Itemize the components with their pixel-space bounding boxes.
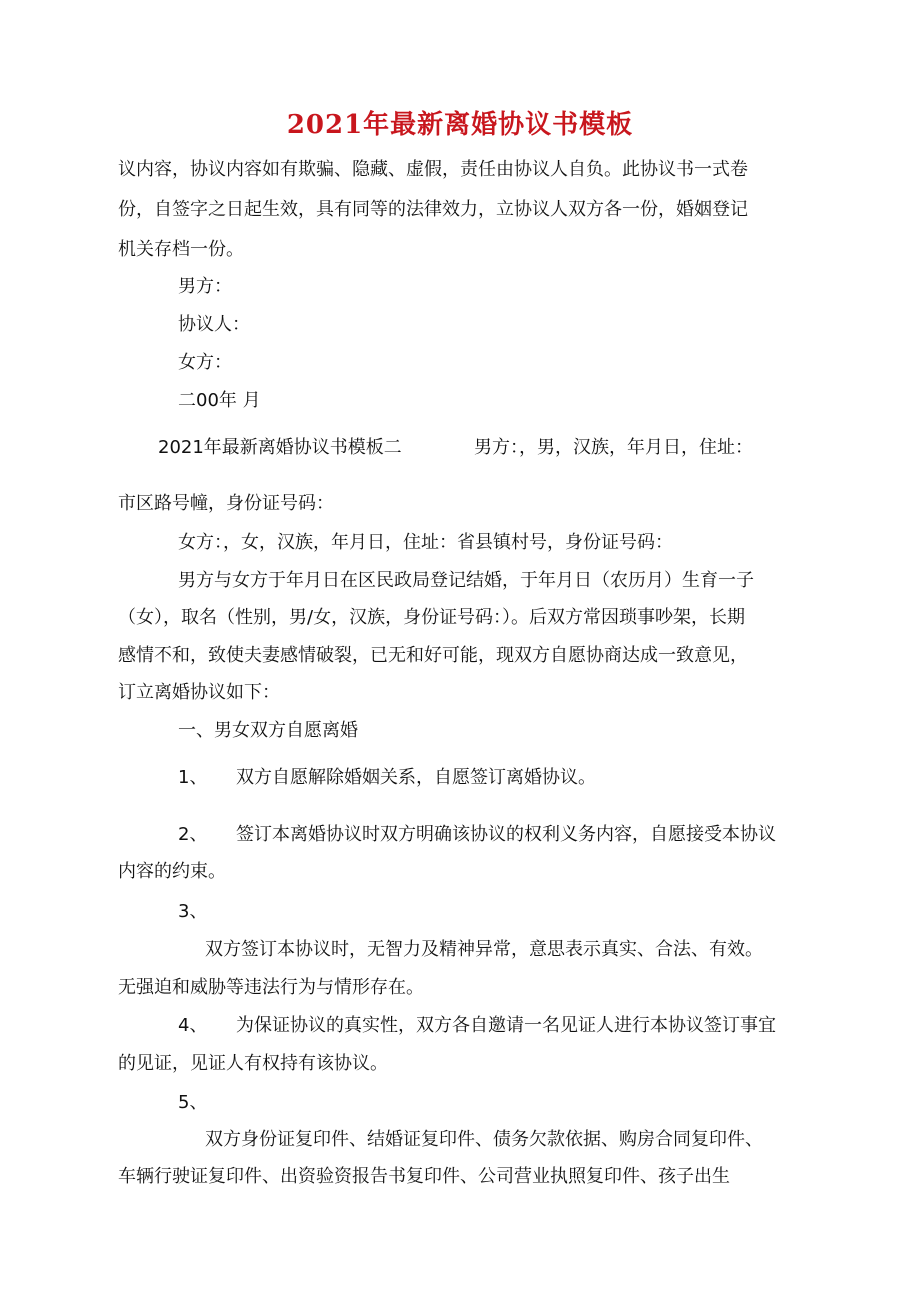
item-number: 3、 bbox=[178, 901, 208, 922]
item-number: 2、 bbox=[178, 824, 208, 845]
item-number: 1、 bbox=[178, 767, 208, 788]
paragraph-line: 议内容，协议内容如有欺骗、隐藏、虚假，责任由协议人自负。此协议书一式卷 bbox=[118, 159, 748, 180]
paragraph-line: 男方与女方于年月日在区民政局登记结婚，于年月日（农历月）生育一子 bbox=[178, 570, 754, 591]
paragraph-line: 份，自签字之日起生效，具有同等的法律效力，立协议人双方各一份，婚姻登记 bbox=[118, 199, 748, 220]
item-text-continued: 内容的约束。 bbox=[118, 861, 226, 882]
paragraph-line: 感情不和，致使夫妻感情破裂，已无和好可能，现双方自愿协商达成一致意见， bbox=[118, 645, 748, 666]
signature-party-label: 协议人： bbox=[178, 314, 250, 335]
paragraph-line: 机关存档一份。 bbox=[118, 239, 244, 260]
item-text-continued: 的见证，见证人有权持有该协议。 bbox=[118, 1053, 388, 1074]
item-text: 双方签订本协议时，无智力及精神异常，意思表示真实、合法、有效。 bbox=[205, 939, 763, 960]
item-text: 双方身份证复印件、结婚证复印件、债务欠款依据、购房合同复印件、 bbox=[205, 1129, 763, 1150]
paragraph-line: （女），取名（性别，男/女，汉族，身份证号码：）。后双方常因琐事吵架，长期 bbox=[118, 607, 746, 628]
item-number: 4、 bbox=[178, 1015, 208, 1036]
signature-woman-label: 女方： bbox=[178, 352, 232, 373]
signature-date: 二00年 月 bbox=[178, 390, 261, 411]
item-text: 为保证协议的真实性，双方各自邀请一名见证人进行本协议签订事宜 bbox=[236, 1015, 776, 1036]
item-text-continued: 车辆行驶证复印件、出资验资报告书复印件、公司营业执照复印件、孩子出生 bbox=[118, 1166, 730, 1187]
document-title: 2021年最新离婚协议书模板 bbox=[286, 110, 634, 140]
paragraph-line: 订立离婚协议如下： bbox=[118, 682, 280, 703]
section-title-two: 2021年最新离婚协议书模板二 bbox=[158, 437, 402, 458]
signature-man-label: 男方： bbox=[178, 276, 232, 297]
item-text: 签订本离婚协议时双方明确该协议的权利义务内容，自愿接受本协议 bbox=[236, 824, 776, 845]
item-text: 双方自愿解除婚姻关系，自愿签订离婚协议。 bbox=[236, 767, 596, 788]
woman-info-line: 女方：，女，汉族，年月日，住址：省县镇村号，身份证号码： bbox=[178, 532, 673, 553]
man-address-line: 市区路号幢，身份证号码： bbox=[118, 493, 334, 514]
item-number: 5、 bbox=[178, 1092, 208, 1113]
man-info-line: 男方：，男，汉族，年月日，住址： bbox=[474, 437, 753, 458]
item-text-continued: 无强迫和威胁等违法行为与情形存在。 bbox=[118, 977, 424, 998]
clause-heading: 一、男女双方自愿离婚 bbox=[178, 720, 358, 741]
